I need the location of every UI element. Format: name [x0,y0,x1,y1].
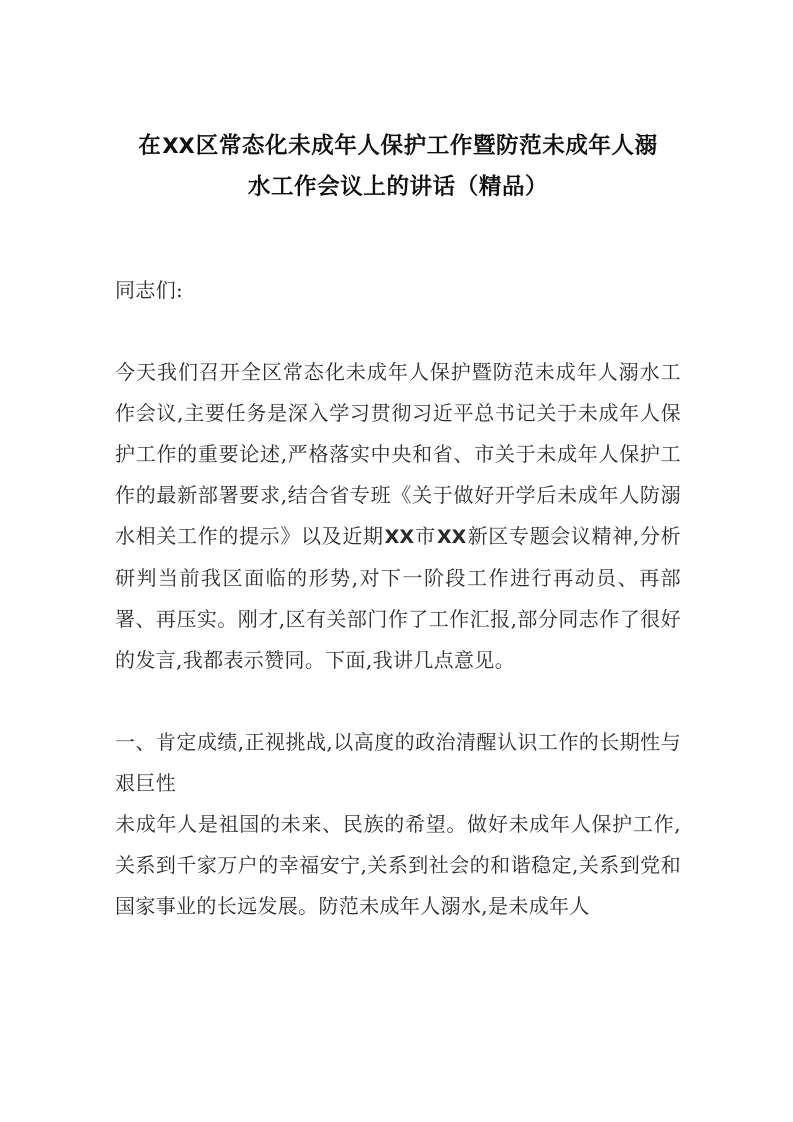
paragraph-section-1-body: 未成年人是祖国的未来、民族的希望。做好未成年人保护工作,关系到千家万户的幸福安宁,关系到社会的和谐稳定,关系到党和国家事业的长远发展。防范未成年人溺水,是未成年人 [115,812,681,918]
document-title-line-2: 水工作会议上的讲话（精品） [247,174,549,200]
title-text-after: 区常态化未成年人保护工作暨防范未成年人溺 [195,133,658,159]
title-text-before: 在 [138,133,162,159]
salutation: 同志们: [115,278,184,302]
document-title-line-1 [115,0,681,167]
paragraph-opening [115,352,681,681]
paragraph-opening-segment-2: 市 [414,524,436,548]
body-placeholder-token-1: XX [384,526,414,548]
document-content [115,0,681,927]
body-placeholder-token-2: XX [436,526,467,548]
paragraph-opening-segment-3: 新区专题会议精神,分析研判当前我区面临的形势,对下一阶段工作进行再动员、再部署、再压实。刚才,区有关部门作了工作汇报,部分同志作了很好的发言,我都表示赞同。下面,我讲几点意见。 [115,524,681,672]
paragraph-opening-segment-1: 今天我们召开全区常态化未成年人保护暨防范未成年人溺水工作会议,主要任务是深入学习贯彻习近平总书记关于未成年人保护工作的重要论述,严格落实中央和省、市关于未成年人保护工作的最新部署要求,结合省专班《关于做好开学后未成年人防溺水相关工作的提示》以及近期 [115,360,681,548]
section-heading-1: 一、肯定成绩,正视挑战,以高度的政治清醒认识工作的长期性与艰巨性 [115,730,681,795]
title-placeholder-token-1: XX [162,134,195,158]
